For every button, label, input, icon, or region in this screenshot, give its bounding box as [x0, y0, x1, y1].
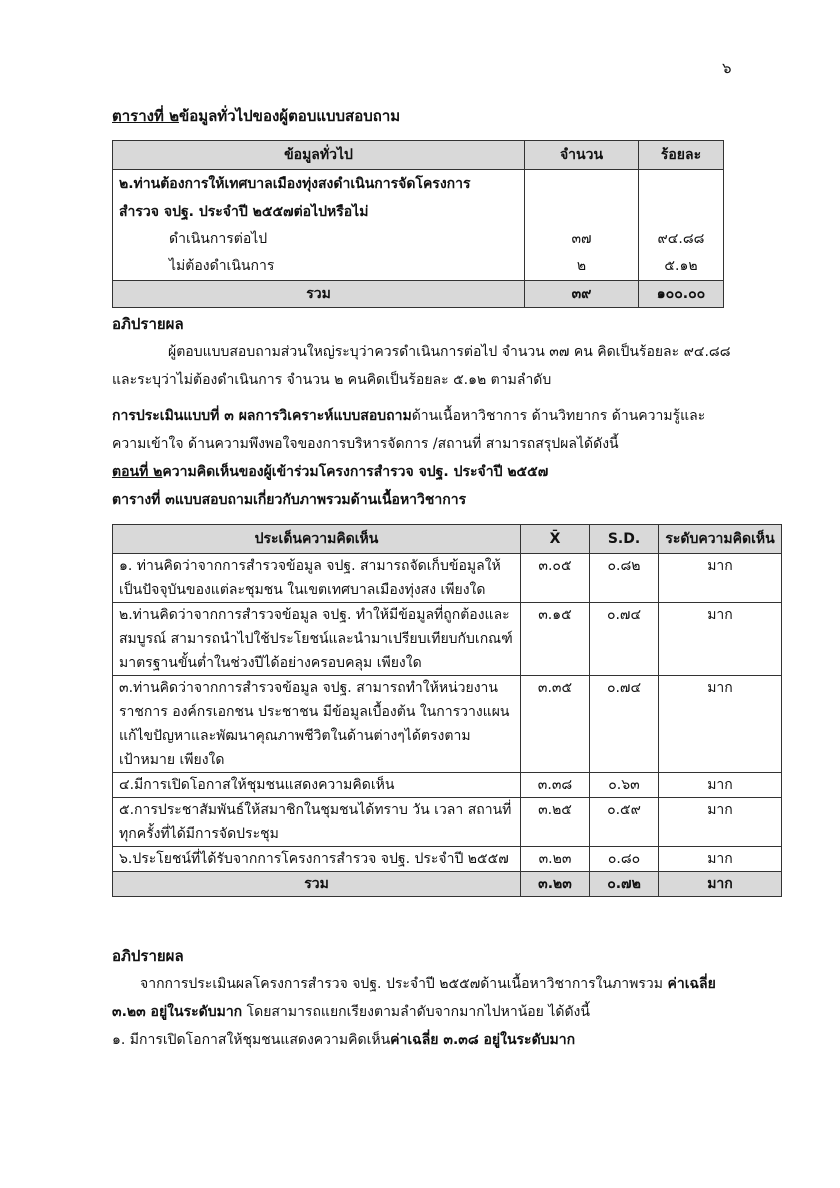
table3-row-level: มาก	[659, 798, 782, 847]
table3-row-issue-line: เป็นปัจจุบันของแต่ละชุมชน ในเขตเทศบาลเมืองทุ่งสง เพียงใด	[119, 582, 486, 598]
table2-caption	[112, 104, 752, 128]
table2-header-info: ข้อมูลทั่วไป	[113, 141, 525, 170]
table2-row-label: ไม่ต้องดำเนินการ	[113, 253, 525, 281]
evaluation-section	[112, 402, 752, 514]
table3-row-mean: ๓.๑๕	[521, 603, 590, 676]
discussion2-line1-bold: ค่าเฉลี่ย	[667, 976, 716, 992]
discussion2-line2-normal: โดยสามารถแยกเรียงตามลำดับจากมากไปหาน้อย ได้ดังนี้	[242, 1004, 590, 1020]
table3-row-issue	[113, 554, 521, 603]
table3-label: ตารางที่ ๓	[112, 492, 175, 508]
table2-header-count: จำนวน	[525, 141, 639, 170]
part-label: ตอนที่ ๒	[112, 464, 163, 480]
table3-row-sd: ๐.๗๔	[590, 603, 659, 676]
table3-total-level: มาก	[659, 872, 782, 897]
table3-row-issue	[113, 798, 521, 847]
table3-row	[113, 773, 782, 798]
table2-question-percent	[639, 170, 724, 227]
table3	[112, 524, 782, 897]
table3-row-mean: ๓.๓๘	[521, 773, 590, 798]
table3-row-issue-line: มาตรฐานขั้นต่ำในช่วงปีได้อย่างครอบคลุม เพียงใด	[119, 655, 422, 671]
table3-total-mean: ๓.๒๓	[521, 872, 590, 897]
table2-label: ตารางที่ ๒	[112, 107, 179, 125]
table2-row-percent: ๕.๑๒	[639, 253, 724, 281]
table3-caption	[112, 486, 752, 514]
table3-row-issue-line: ๖.ประโยชน์ที่ได้รับจากการโครงการสำรวจ จปฐ. ประจำปี ๒๕๕๗	[119, 851, 509, 867]
page-number: ๖	[722, 59, 732, 77]
table3-row-level: มาก	[659, 847, 782, 872]
table3-row	[113, 798, 782, 847]
table3-row-mean: ๓.๐๕	[521, 554, 590, 603]
table3-row-level: มาก	[659, 676, 782, 773]
discussion2	[112, 942, 772, 1054]
part-heading	[112, 458, 752, 486]
discussion2-item1-normal: ๑. มีการเปิดโอกาสให้ชุมชนแสดงความคิดเห็น	[112, 1032, 391, 1048]
discussion2-line2	[112, 998, 772, 1026]
table3-row-issue	[113, 847, 521, 872]
table3-row-issue-line: ทุกครั้งที่ได้มีการจัดประชุม	[119, 826, 279, 842]
table2-total-percent: ๑๐๐.๐๐	[639, 281, 724, 308]
table3-header-issue: ประเด็นความคิดเห็น	[113, 525, 521, 554]
table3-header-sd: S.D.	[590, 525, 659, 554]
table3-row-sd: ๐.๘๐	[590, 847, 659, 872]
evaluation-rest: ด้านเนื้อหาวิชาการ ด้านวิทยากร ด้านความรู้และ	[411, 408, 706, 424]
evaluation-line2: ความเข้าใจ ด้านความพึงพอใจของการบริหารจัดการ /สถานที่ สามารถสรุปผลได้ดังนี้	[112, 436, 619, 452]
discussion2-item1-bold: ค่าเฉลี่ย ๓.๓๘ อยู่ในระดับมาก	[390, 1032, 576, 1048]
table2-question-line2: สำรวจ จปฐ. ประจำปี ๒๕๕๗ต่อไปหรือไม่	[119, 204, 369, 220]
table2-row-percent: ๙๔.๘๘	[639, 226, 724, 253]
discussion1-line2: และระบุว่าไม่ต้องดำเนินการ จำนวน ๒ คนคิดเป็นร้อยละ ๕.๑๒ ตามลำดับ	[112, 372, 552, 388]
table3-row-issue-line: ๔.มีการเปิดโอกาสให้ชุมชนแสดงความคิดเห็น	[119, 777, 395, 793]
table3-caption-text: แบบสอบถามเกี่ยวกับภาพรวมด้านเนื้อหาวิชาการ	[174, 492, 467, 508]
discussion2-line2-bold: ๓.๒๓ อยู่ในระดับมาก	[112, 1004, 243, 1020]
table3-row-mean: ๓.๒๓	[521, 847, 590, 872]
table3-row-level: มาก	[659, 603, 782, 676]
table3-row	[113, 676, 782, 773]
table2-caption-text: ข้อมูลทั่วไปของผู้ตอบแบบสอบถาม	[178, 107, 401, 125]
table3-total-sd: ๐.๗๒	[590, 872, 659, 897]
table3-row	[113, 554, 782, 603]
discussion1-heading: อภิปรายผล	[112, 315, 184, 333]
table3-row-issue	[113, 676, 521, 773]
discussion1-line1: ผู้ตอบแบบสอบถามส่วนใหญ่ระบุว่าควรดำเนินการต่อไป จำนวน ๓๗ คน คิดเป็นร้อยละ ๙๔.๘๘	[168, 344, 731, 360]
table3-row-issue-line: แก้ไขปัญหาและพัฒนาคุณภาพชีวิตในด้านต่างๆได้ตรงตาม	[119, 728, 471, 744]
discussion1	[112, 310, 752, 394]
discussion2-item1	[112, 1026, 772, 1054]
table2-question-line1: ๒.ท่านต้องการให้เทศบาลเมืองทุ่งสงดำเนินการจัดโครงการ	[119, 176, 471, 192]
table3-row-issue-line: เป้าหมาย เพียงใด	[119, 752, 225, 768]
table3-row	[113, 603, 782, 676]
table3-row-issue-line: ราชการ องค์กรเอกชน ประชาชน มีข้อมูลเบื้องต้น ในการวางแผน	[119, 704, 510, 720]
table3-row-issue-line: ๓.ท่านคิดว่าจากการสำรวจข้อมูล จปฐ. สามารถทำให้หน่วยงาน	[119, 680, 498, 696]
evaluation-bold: การประเมินแบบที่ ๓ ผลการวิเคราะห์แบบสอบถาม	[112, 408, 412, 424]
table3-row-level: มาก	[659, 773, 782, 798]
table3-row-issue	[113, 773, 521, 798]
discussion2-line1	[112, 970, 772, 998]
discussion2-line1-normal: จากการประเมินผลโครงการสำรวจ จปฐ. ประจำปี ๒๕๕๗ด้านเนื้อหาวิชาการในภาพรวม	[140, 976, 668, 992]
part-text: ความคิดเห็นของผู้เข้าร่วมโครงการสำรวจ จปฐ. ประจำปี ๒๕๕๗	[162, 464, 549, 480]
evaluation-line1	[112, 402, 752, 430]
table2-total-label: รวม	[113, 281, 525, 308]
table3-row-level: มาก	[659, 554, 782, 603]
table3-row-sd: ๐.๕๙	[590, 798, 659, 847]
table3-row-issue-line: ๑. ท่านคิดว่าจากการสำรวจข้อมูล จปฐ. สามารถจัดเก็บข้อมูลให้	[119, 558, 501, 574]
table2	[112, 140, 724, 308]
table3-row-issue	[113, 603, 521, 676]
table3-row-mean: ๓.๓๕	[521, 676, 590, 773]
discussion2-heading: อภิปรายผล	[112, 947, 184, 965]
table3-row-sd: ๐.๘๒	[590, 554, 659, 603]
table2-row-count: ๒	[525, 253, 639, 281]
table2-total-count: ๓๙	[525, 281, 639, 308]
table3-row-issue-line: ๕.การประชาสัมพันธ์ให้สมาชิกในชุมชนได้ทราบ วัน เวลา สถานที่	[119, 802, 512, 818]
table3-total-label: รวม	[113, 872, 521, 897]
table3-row-issue-line: สมบูรณ์ สามารถนำไปใช้ประโยชน์และนำมาเปรียบเทียบกับเกณฑ์	[119, 631, 513, 647]
table2-question-count	[525, 170, 639, 227]
table2-question	[113, 170, 525, 227]
table3-header-level: ระดับความคิดเห็น	[659, 525, 782, 554]
table3-row-sd: ๐.๖๓	[590, 773, 659, 798]
table3-row-mean: ๓.๒๕	[521, 798, 590, 847]
table2-row-label: ดำเนินการต่อไป	[113, 226, 525, 253]
table3-row-issue-line: ๒.ท่านคิดว่าจากการสำรวจข้อมูล จปฐ. ทำให้มีข้อมูลที่ถูกต้องและ	[119, 607, 510, 623]
table3-header-mean: X̄	[521, 525, 590, 554]
table2-header-percent: ร้อยละ	[639, 141, 724, 170]
table3-row-sd: ๐.๗๔	[590, 676, 659, 773]
table3-row	[113, 847, 782, 872]
table2-row-count: ๓๗	[525, 226, 639, 253]
